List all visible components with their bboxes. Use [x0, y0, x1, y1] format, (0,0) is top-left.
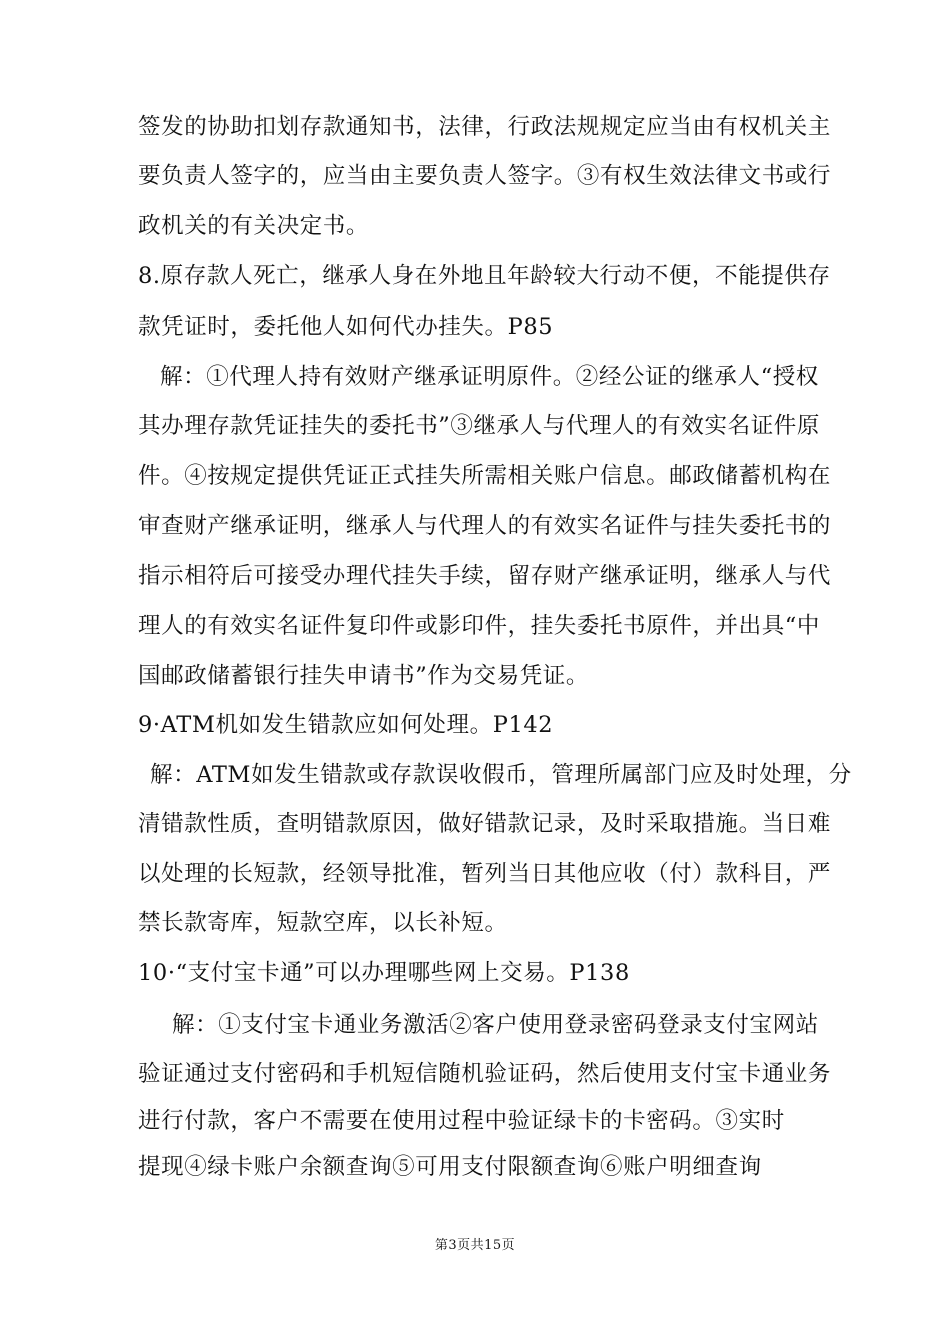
text-line: 政机关的有关决定书。 — [138, 213, 370, 239]
text-line: 审查财产继承证明，继承人与代理人的有效实名证件与挂失委托书的 — [138, 513, 832, 539]
text-line: 国邮政储蓄银行挂失申请书”作为交易凭证。 — [138, 663, 590, 689]
text-line: 指示相符后可接受办理代挂失手续，留存财产继承证明，继承人与代 — [138, 563, 832, 589]
text-line: 理人的有效实名证件复印件或影印件，挂失委托书原件，并出具“中 — [138, 613, 821, 639]
text-line: 禁长款寄库，短款空库，以长补短。 — [138, 910, 508, 936]
page-number-footer: 第3页共15页 — [434, 1238, 516, 1253]
question-10: 10·“支付宝卡通”可以办理哪些网上交易。P138 — [138, 960, 630, 986]
text-line: 要负责人签字的，应当由主要负责人签字。③有权生效法律文书或行 — [138, 163, 832, 189]
text-line: 签发的协助扣划存款通知书，法律，行政法规规定应当由有权机关主 — [138, 114, 832, 140]
answer-9: 解：ATM如发生错款或存款误收假币，管理所属部门应及时处理，分 — [150, 762, 852, 788]
answer-10: 解：①支付宝卡通业务激活②客户使用登录密码登录支付宝网站 — [172, 1012, 819, 1038]
question-9: 9·ATM机如发生错款应如何处理。P142 — [138, 712, 554, 738]
text-line: 提现④绿卡账户余额查询⑤可用支付限额查询⑥账户明细查询 — [138, 1154, 762, 1180]
text-line: 进行付款，客户不需要在使用过程中验证绿卡的卡密码。③实时 — [138, 1108, 785, 1134]
text-line: 款凭证时，委托他人如何代办挂失。P85 — [138, 314, 554, 340]
text-line: 以处理的长短款，经领导批准，暂列当日其他应收（付）款科目，严 — [138, 861, 832, 887]
answer-8: 解：①代理人持有效财产继承证明原件。②经公证的继承人“授权 — [160, 364, 819, 390]
text-line: 验证通过支付密码和手机短信随机验证码，然后使用支付宝卡通业务 — [138, 1061, 832, 1087]
question-8: 8.原存款人死亡，继承人身在外地且年龄较大行动不便，不能提供存 — [138, 263, 831, 289]
text-line: 其办理存款凭证挂失的委托书”③继承人与代理人的有效实名证件原 — [138, 413, 821, 439]
text-line: 件。④按规定提供凭证正式挂失所需相关账户信息。邮政储蓄机构在 — [138, 463, 832, 489]
text-line: 清错款性质，查明错款原因，做好错款记录，及时采取措施。当日难 — [138, 811, 832, 837]
